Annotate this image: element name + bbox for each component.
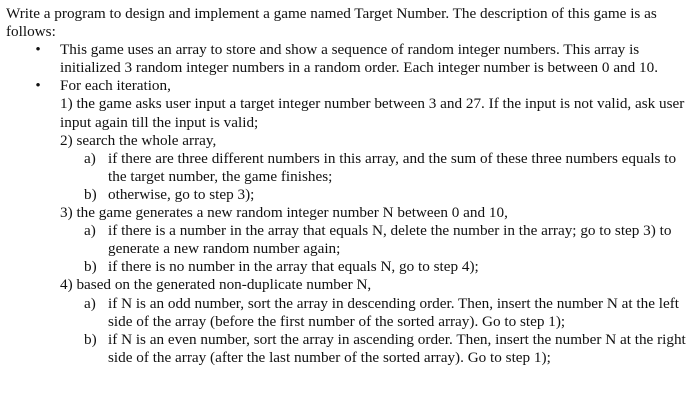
sub-marker: b) <box>84 330 97 348</box>
bullet-dot-icon: • <box>35 77 41 95</box>
sub-text: if there is a number in the array that equals N, delete the number in the array; go to step 3) to generate a new random number again; <box>108 222 672 258</box>
step-4-option-a <box>60 295 696 331</box>
step-2: 2) search the whole array, <box>60 131 217 149</box>
step-2-option-b <box>60 186 696 204</box>
document-page <box>6 5 696 367</box>
step-4-option-b <box>60 331 696 367</box>
sub-marker: b) <box>84 185 97 203</box>
bullet-list <box>6 41 696 367</box>
step-3-option-a <box>60 222 696 258</box>
step-3-option-b <box>60 258 696 276</box>
bullet-item-iteration <box>6 77 696 367</box>
bullet-item-array <box>6 41 696 77</box>
bullet-text: This game uses an array to store and show a sequence of random integer numbers. This array is initialized 3 random integer numbers in a random order. Each integer number is between 0 and 10. <box>60 41 659 77</box>
sub-text: if there is no number in the array that equals N, go to step 4); <box>108 258 479 276</box>
sub-text: if N is an even number, sort the array in ascending order. Then, insert the number N at the right side of the array (after the last number of the sorted array). Go to step 1); <box>108 330 686 366</box>
step-4: 4) based on the generated non-duplicate number N, <box>60 276 372 294</box>
sub-marker: a) <box>84 149 96 167</box>
intro-paragraph: Write a program to design and implement a game named Target Number. The description of this game is as follows: <box>6 5 657 41</box>
step-1: 1) the game asks user input a target integer number between 3 and 27. If the input is not valid, ask user input again till the input is valid; <box>60 95 685 131</box>
bullet-dot-icon: • <box>35 41 41 59</box>
sub-marker: b) <box>84 258 97 276</box>
sub-text: if N is an odd number, sort the array in descending order. Then, insert the number N at the left side of the array (before the first number of the sorted array). Go to step 1); <box>108 294 680 330</box>
iteration-heading: For each iteration, <box>60 77 171 95</box>
sub-marker: a) <box>84 294 96 312</box>
sub-text: if there are three different numbers in this array, and the sum of these three numbers equals to the target number, the game finishes; <box>108 149 677 185</box>
step-2-option-a <box>60 150 696 186</box>
step-3: 3) the game generates a new random integer number N between 0 and 10, <box>60 204 508 222</box>
sub-text: otherwise, go to step 3); <box>108 185 255 203</box>
sub-marker: a) <box>84 222 96 240</box>
